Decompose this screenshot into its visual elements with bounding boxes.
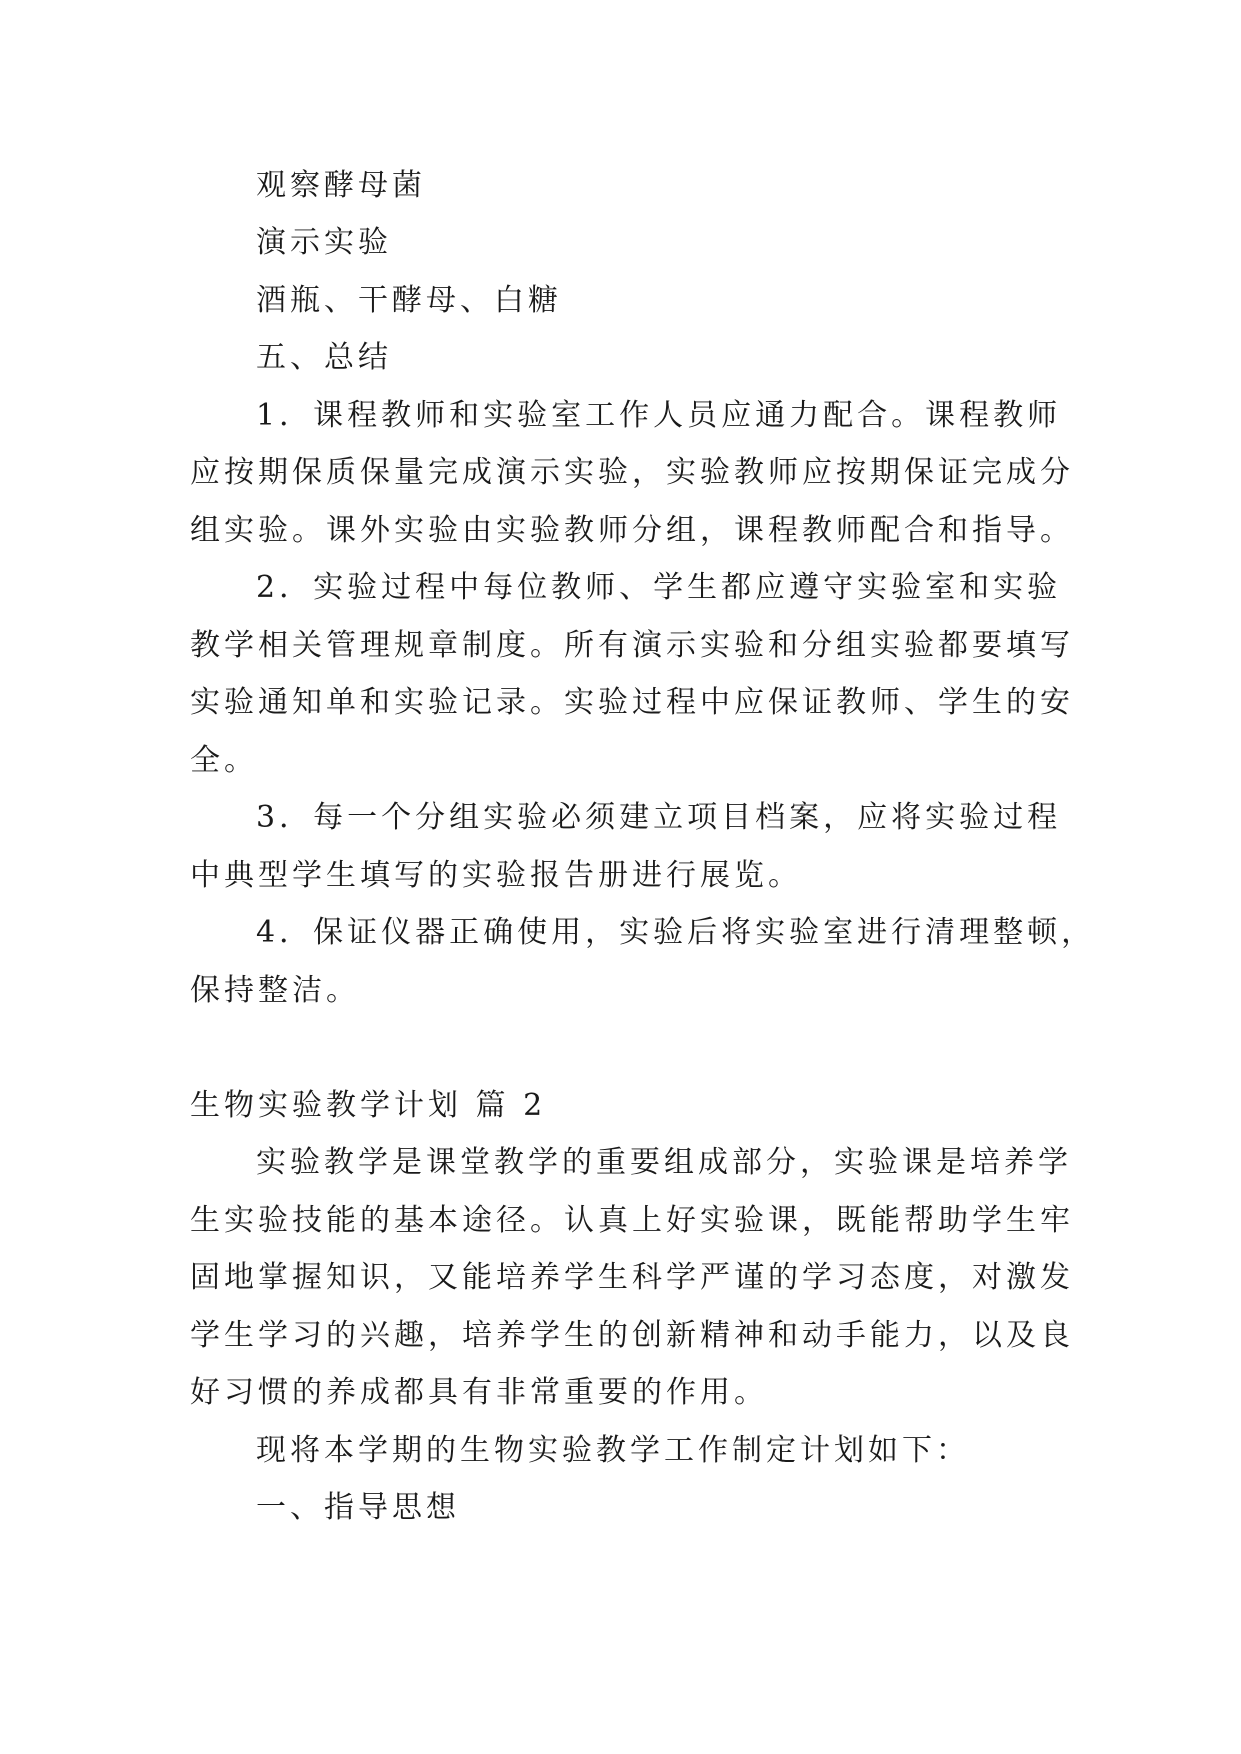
paragraph-line: 现将本学期的生物实验教学工作制定计划如下： xyxy=(256,1433,970,1468)
section-heading: 五、总结 xyxy=(256,340,392,375)
paragraph-line: 学生学习的兴趣，培养学生的创新精神和动手能力，以及良 xyxy=(190,1318,1074,1353)
paragraph-line: 全。 xyxy=(190,743,258,778)
paragraph-line: 组实验。课外实验由实验教师分组，课程教师配合和指导。 xyxy=(190,513,1074,548)
paragraph-line: 4．保证仪器正确使用，实验后将实验室进行清理整顿， xyxy=(256,915,1096,950)
paragraph-line: 实验通知单和实验记录。实验过程中应保证教师、学生的安 xyxy=(190,685,1074,720)
paragraph-line: 保持整洁。 xyxy=(190,973,360,1008)
list-item: 观察酵母菌 xyxy=(256,168,426,203)
list-item: 酒瓶、干酵母、白糖 xyxy=(256,283,562,318)
paragraph-line: 应按期保质保量完成演示实验，实验教师应按期保证完成分 xyxy=(190,455,1074,490)
paragraph-line: 1．课程教师和实验室工作人员应通力配合。课程教师 xyxy=(256,398,1062,433)
section-heading: 一、指导思想 xyxy=(256,1490,460,1525)
paragraph-line: 实验教学是课堂教学的重要组成部分，实验课是培养学 xyxy=(256,1145,1072,1180)
paragraph-line: 固地掌握知识，又能培养学生科学严谨的学习态度，对激发 xyxy=(190,1260,1074,1295)
paragraph-line: 3．每一个分组实验必须建立项目档案，应将实验过程 xyxy=(256,800,1062,835)
paragraph-line: 中典型学生填写的实验报告册进行展览。 xyxy=(190,858,802,893)
article-title: 生物实验教学计划 篇 2 xyxy=(190,1088,547,1123)
paragraph-line: 生实验技能的基本途径。认真上好实验课，既能帮助学生牢 xyxy=(190,1203,1074,1238)
paragraph-line: 教学相关管理规章制度。所有演示实验和分组实验都要填写 xyxy=(190,628,1074,663)
list-item: 演示实验 xyxy=(256,225,392,260)
paragraph-line: 2．实验过程中每位教师、学生都应遵守实验室和实验 xyxy=(256,570,1062,605)
paragraph-line: 好习惯的养成都具有非常重要的作用。 xyxy=(190,1375,768,1410)
